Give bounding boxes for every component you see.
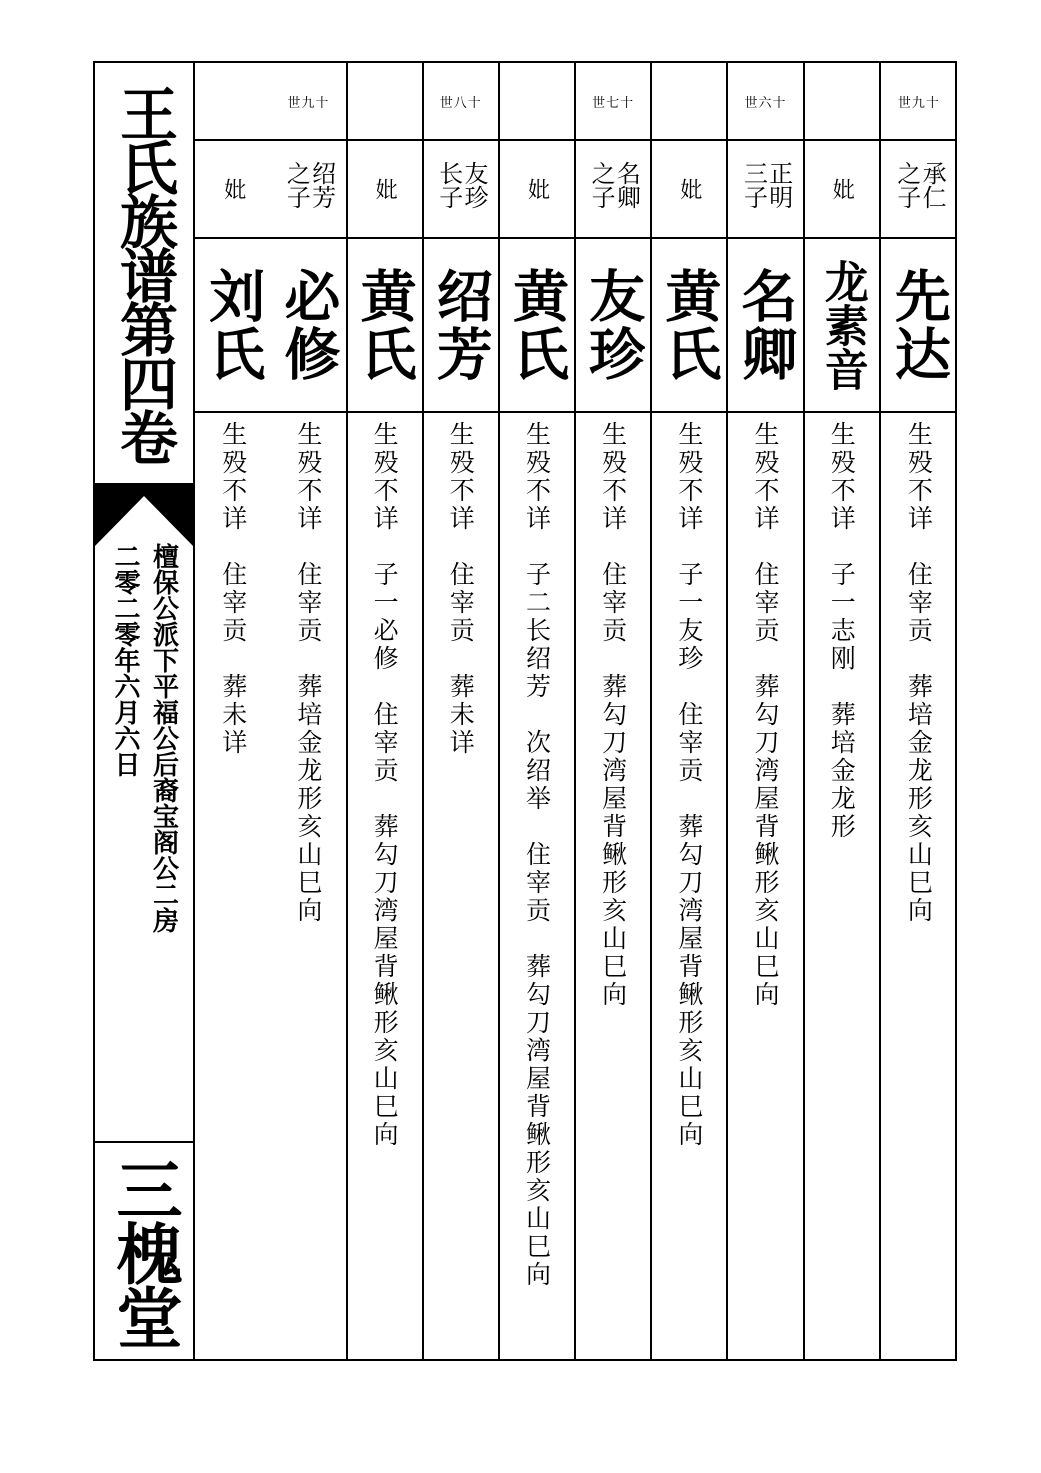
person-name: 龙素音 bbox=[816, 259, 868, 391]
description-cell bbox=[881, 413, 957, 1359]
relation-cell bbox=[424, 141, 498, 239]
margin-text bbox=[95, 543, 193, 1138]
relation-cell bbox=[195, 141, 271, 239]
relation-label: 承仁之子 bbox=[892, 161, 947, 210]
generation-cell bbox=[195, 63, 271, 141]
margin-strip bbox=[95, 63, 195, 1359]
relation-label: 绍芳之子 bbox=[282, 161, 336, 210]
name-cell bbox=[424, 239, 498, 413]
name-cell bbox=[652, 239, 726, 413]
name-cell bbox=[348, 239, 422, 413]
relation-cell bbox=[881, 141, 957, 239]
description-cell bbox=[728, 413, 802, 1359]
generation-cell bbox=[881, 63, 957, 141]
person-description: 生殁不详 子一友珍 住宰贡 葬勾刀湾屋背鳅形亥山巳向 bbox=[674, 421, 704, 1149]
genealogy-page-frame bbox=[93, 61, 957, 1361]
relation-cell bbox=[271, 141, 345, 239]
person-name: 名卿 bbox=[732, 267, 799, 383]
person-name: 先达 bbox=[885, 267, 952, 383]
entry-column bbox=[195, 63, 271, 1359]
relation-label: 妣 bbox=[524, 178, 550, 200]
entry-column bbox=[271, 63, 347, 1359]
person-description: 生殁不详 住宰贡 葬勾刀湾屋背鳅形亥山巳向 bbox=[598, 421, 628, 1009]
relation-cell bbox=[500, 141, 574, 239]
person-name: 黄氏 bbox=[503, 267, 570, 383]
name-cell bbox=[728, 239, 802, 413]
person-description: 生殁不详 住宰贡 葬培金龙形亥山巳向 bbox=[293, 421, 323, 925]
entry-column bbox=[881, 63, 957, 1359]
entry-column bbox=[805, 63, 881, 1359]
description-cell bbox=[652, 413, 726, 1359]
person-name: 黄氏 bbox=[351, 267, 418, 383]
generation-cell bbox=[576, 63, 650, 141]
generation-cell bbox=[500, 63, 574, 141]
description-cell bbox=[500, 413, 574, 1359]
relation-label: 妣 bbox=[829, 178, 855, 200]
person-description: 生殁不详 子一必修 住宰贡 葬勾刀湾屋背鳅形亥山巳向 bbox=[370, 421, 400, 1149]
name-cell bbox=[271, 239, 345, 413]
generation-cell bbox=[348, 63, 422, 141]
generation-cell bbox=[271, 63, 345, 141]
relation-cell bbox=[576, 141, 650, 239]
generation-cell bbox=[805, 63, 879, 141]
relation-label: 妣 bbox=[372, 178, 398, 200]
description-cell bbox=[424, 413, 498, 1359]
relation-cell bbox=[805, 141, 879, 239]
description-cell bbox=[348, 413, 422, 1359]
relation-label: 友珍长子 bbox=[434, 161, 488, 210]
book-title-block bbox=[95, 63, 193, 483]
person-description: 生殁不详 住宰贡 葬培金龙形亥山巳向 bbox=[904, 421, 934, 925]
name-cell bbox=[500, 239, 574, 413]
generation-label: 世八十 bbox=[439, 95, 482, 111]
compile-date: 二零二零年六月六日 bbox=[110, 543, 140, 777]
generation-label: 世七十 bbox=[592, 95, 635, 111]
description-cell bbox=[805, 413, 879, 1359]
generation-cell bbox=[652, 63, 726, 141]
hall-name: 三槐堂 bbox=[105, 1156, 183, 1348]
description-cell bbox=[195, 413, 271, 1359]
generation-label: 世九十 bbox=[897, 95, 940, 111]
relation-label: 正明三子 bbox=[739, 161, 793, 210]
person-name: 绍芳 bbox=[427, 267, 494, 383]
person-name: 必修 bbox=[275, 267, 342, 383]
description-cell bbox=[576, 413, 650, 1359]
person-name: 刘氏 bbox=[200, 267, 267, 383]
person-name: 黄氏 bbox=[656, 267, 723, 383]
book-title: 王氏族谱第四卷 bbox=[110, 84, 178, 462]
person-description: 生殁不详 子二长绍芳 次绍举 住宰贡 葬勾刀湾屋背鳅形亥山巳向 bbox=[522, 421, 552, 1289]
person-description: 生殁不详 住宰贡 葬未详 bbox=[446, 421, 476, 757]
relation-label: 妣 bbox=[676, 178, 702, 200]
hall-name-block bbox=[95, 1143, 193, 1361]
entry-column bbox=[728, 63, 804, 1359]
generation-cell bbox=[728, 63, 802, 141]
entry-column bbox=[500, 63, 576, 1359]
lineage-text: 檀保公派下平福公后裔宝阁公二房 bbox=[148, 543, 179, 933]
name-cell bbox=[881, 239, 957, 413]
name-cell bbox=[805, 239, 879, 413]
genealogy-grid bbox=[195, 63, 957, 1359]
generation-cell bbox=[424, 63, 498, 141]
name-cell bbox=[576, 239, 650, 413]
fishtail-ornament bbox=[95, 486, 193, 546]
entry-column bbox=[424, 63, 500, 1359]
person-description: 生殁不详 子一志刚 葬培金龙形 bbox=[827, 421, 857, 841]
relation-label: 妣 bbox=[220, 178, 246, 200]
relation-label: 名卿之子 bbox=[587, 161, 641, 210]
generation-label: 世六十 bbox=[744, 95, 787, 111]
description-cell bbox=[271, 413, 345, 1359]
generation-label: 世九十 bbox=[287, 95, 330, 111]
person-description: 生殁不详 住宰贡 葬未详 bbox=[218, 421, 248, 757]
relation-cell bbox=[652, 141, 726, 239]
entry-column bbox=[348, 63, 424, 1359]
entry-column bbox=[576, 63, 652, 1359]
relation-cell bbox=[728, 141, 802, 239]
relation-cell bbox=[348, 141, 422, 239]
person-description: 生殁不详 住宰贡 葬勾刀湾屋背鳅形亥山巳向 bbox=[751, 421, 781, 1009]
entry-column bbox=[652, 63, 728, 1359]
person-name: 友珍 bbox=[580, 267, 647, 383]
name-cell bbox=[195, 239, 271, 413]
